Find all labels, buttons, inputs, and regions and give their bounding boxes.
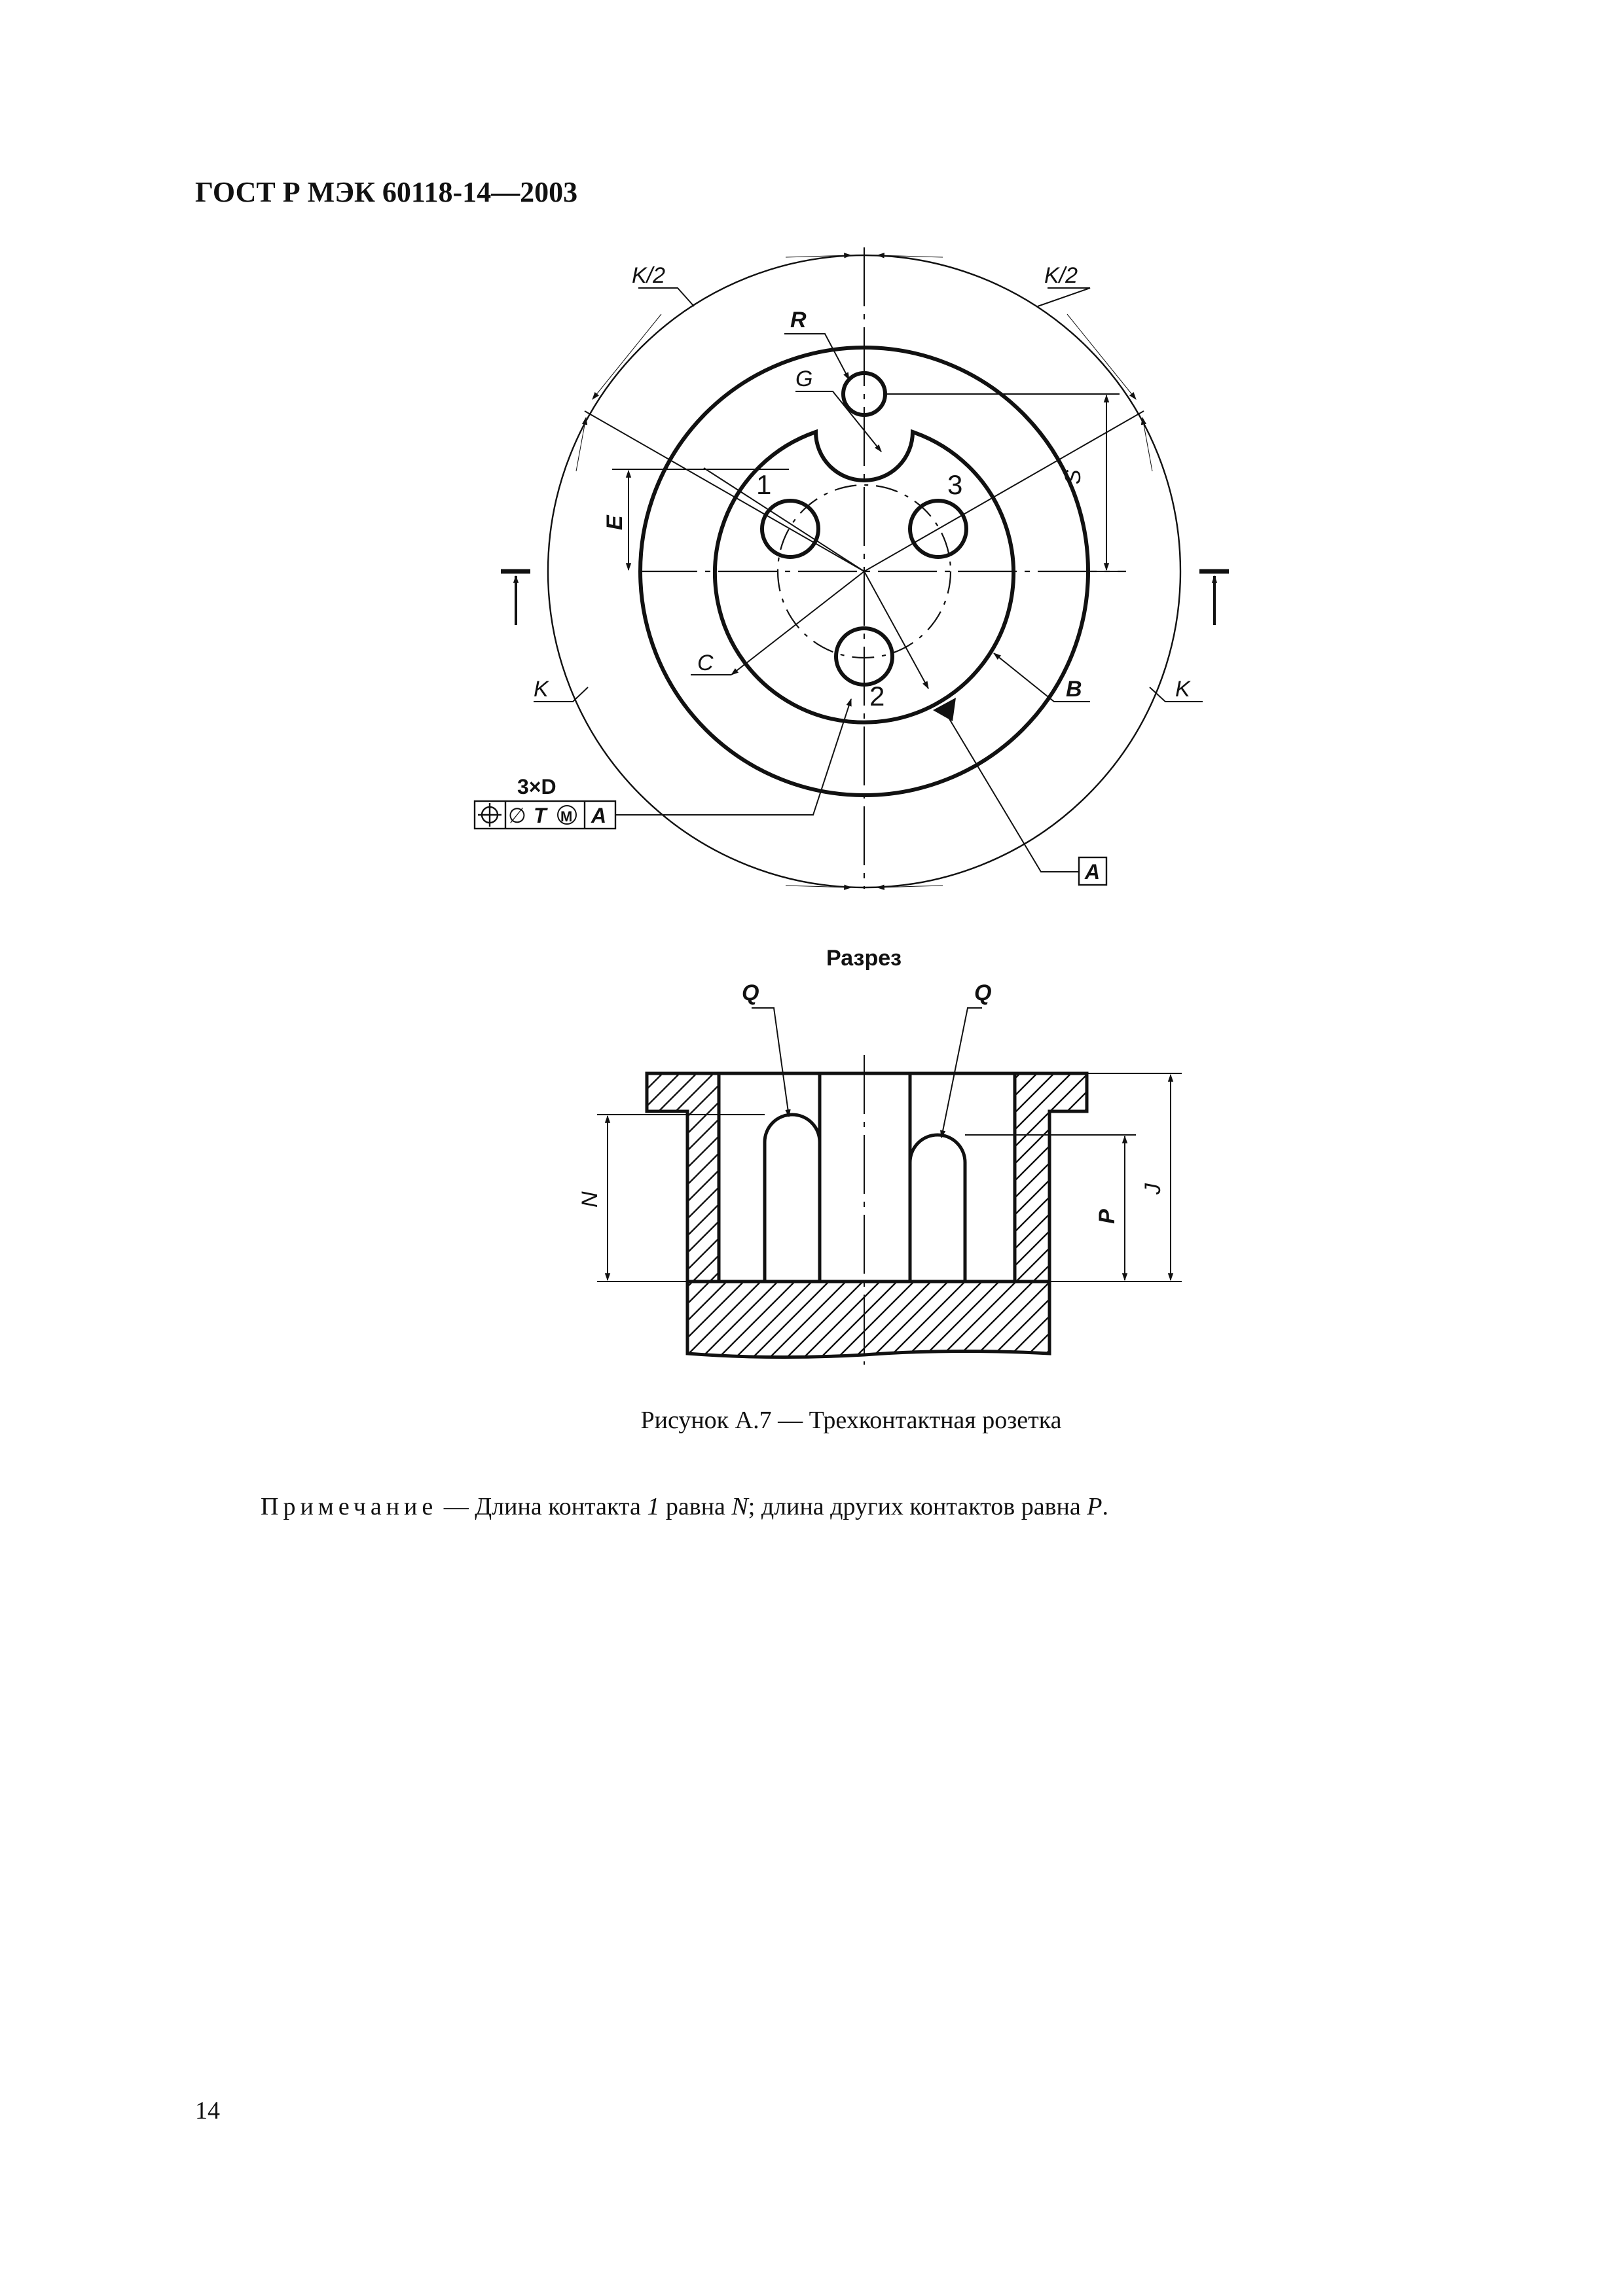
right-wall xyxy=(1015,1073,1087,1282)
k-half-right-label: K/2 xyxy=(1044,263,1078,288)
left-wall xyxy=(647,1073,719,1282)
note-text-2: равна xyxy=(659,1493,732,1520)
page-number: 14 xyxy=(195,2097,220,2125)
hole-1-label: 1 xyxy=(756,469,772,500)
s-label: S xyxy=(1061,469,1085,484)
section-view xyxy=(597,1008,1182,1365)
k-half-left-line xyxy=(585,411,864,571)
note-text-1: Длина контакта xyxy=(475,1493,647,1520)
tolerance-diameter: ∅ xyxy=(508,804,526,827)
note-dash: — xyxy=(437,1493,475,1520)
k-half-right-line xyxy=(864,411,1144,571)
k-right-label: K xyxy=(1175,677,1190,702)
note-var-n: N xyxy=(731,1493,748,1520)
note-prefix: Примечание xyxy=(261,1493,438,1520)
r-label: R xyxy=(790,308,807,332)
note-text-4: . xyxy=(1102,1493,1108,1520)
q-left-label: Q xyxy=(742,980,759,1005)
b-label: B xyxy=(1066,677,1082,702)
hole-2-label: 2 xyxy=(869,681,885,711)
section-title: Разрез xyxy=(826,946,902,971)
k-arrow-right-upper xyxy=(1142,418,1152,471)
three-d-label: 3×D xyxy=(517,775,556,798)
datum-a-leader xyxy=(944,710,1079,872)
c-leader xyxy=(731,571,864,675)
p-label: P xyxy=(1095,1209,1120,1224)
k-half-right-arrow xyxy=(1067,314,1136,399)
k-half-left-leader xyxy=(638,288,694,306)
g-label: G xyxy=(795,367,813,391)
q-left-leader xyxy=(752,1008,789,1117)
tolerance-datum: A xyxy=(591,804,607,827)
k-half-left-label: K/2 xyxy=(632,263,666,288)
document-title: ГОСТ Р МЭК 60118-14—2003 xyxy=(195,176,578,208)
g-leader xyxy=(795,391,881,452)
bottom-base xyxy=(687,1282,1049,1357)
tolerance-t: T xyxy=(534,804,547,827)
n-label: N xyxy=(577,1191,602,1208)
k-half-left-arrow xyxy=(593,314,661,399)
plan-view xyxy=(475,247,1229,889)
figure-caption: Рисунок А.7 — Трехконтактная розетка xyxy=(640,1407,1062,1434)
hole-3-label: 3 xyxy=(947,469,963,500)
note-var-1: 1 xyxy=(647,1493,660,1520)
e-label: E xyxy=(602,515,627,530)
note-text-3: ; длина других контактов равна xyxy=(748,1493,1087,1520)
tolerance-m: M xyxy=(560,808,573,825)
j-label: J xyxy=(1140,1183,1165,1194)
k-half-right-leader xyxy=(1038,288,1090,306)
left-contact-slot xyxy=(765,1115,820,1282)
q-right-label: Q xyxy=(974,980,992,1005)
datum-a-label: A xyxy=(1085,860,1101,884)
k-arrow-left-upper xyxy=(576,418,586,471)
note-var-p: P xyxy=(1087,1493,1103,1520)
c-label: C xyxy=(697,651,714,675)
note xyxy=(261,1492,1108,1521)
k-left-label: K xyxy=(534,677,549,702)
right-contact-slot xyxy=(910,1135,965,1282)
r-leader xyxy=(784,334,849,380)
